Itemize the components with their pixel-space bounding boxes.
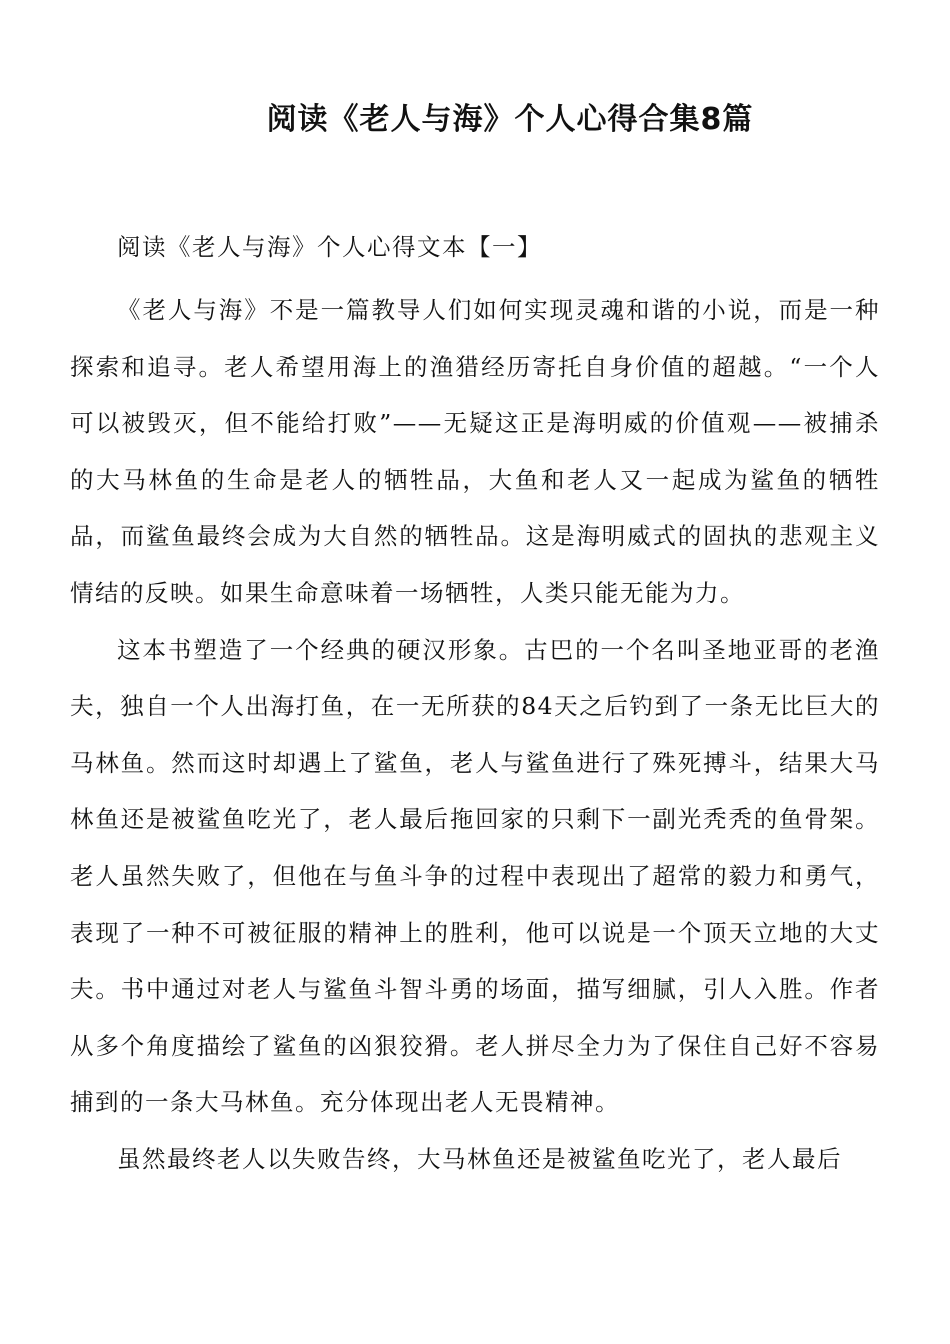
- document-body: [70, 226, 880, 1188]
- section-heading: 阅读《老人与海》个人心得文本【一】: [117, 233, 542, 261]
- paragraph-2: 这本书塑造了一个经典的硬汉形象。古巴的一个名叫圣地亚哥的老渔夫，独自一个人出海打鱼，在一无所获的84天之后钓到了一条无比巨大的马林鱼。然而这时却遇上了鲨鱼，老人与鲨鱼进行了殊死搏斗，结果大马林鱼还是被鲨鱼吃光了，老人最后拖回家的只剩下一副光秃秃的鱼骨架。老人虽然失败了，但他在与鱼斗争的过程中表现出了超常的毅力和勇气，表现了一种不可被征服的精神上的胜利，他可以说是一个顶天立地的大丈夫。书中通过对老人与鲨鱼斗智斗勇的场面，描写细腻，引人入胜。作者从多个角度描绘了鲨鱼的凶狠狡猾。老人拼尽全力为了保住自己好不容易捕到的一条大马林鱼。充分体现出老人无畏精神。: [70, 635, 880, 1117]
- document-title: 阅读《老人与海》个人心得合集8篇: [266, 102, 754, 137]
- paragraph-3: 虽然最终老人以失败告终，大马林鱼还是被鲨鱼吃光了，老人最后: [117, 1144, 842, 1173]
- paragraph-1: 《老人与海》不是一篇教导人们如何实现灵魂和谐的小说，而是一种探索和追寻。老人希望用海上的渔猎经历寄托自身价值的超越。“一个人可以被毁灭，但不能给打败”——无疑这正是海明威的价值观——被捕杀的大马林鱼的生命是老人的牺牲品，大鱼和老人又一起成为鲨鱼的牺牲品，而鲨鱼最终会成为大自然的牺牲品。这是海明威式的固执的悲观主义情结的反映。如果生命意味着一场牺牲，人类只能无能为力。: [70, 296, 880, 607]
